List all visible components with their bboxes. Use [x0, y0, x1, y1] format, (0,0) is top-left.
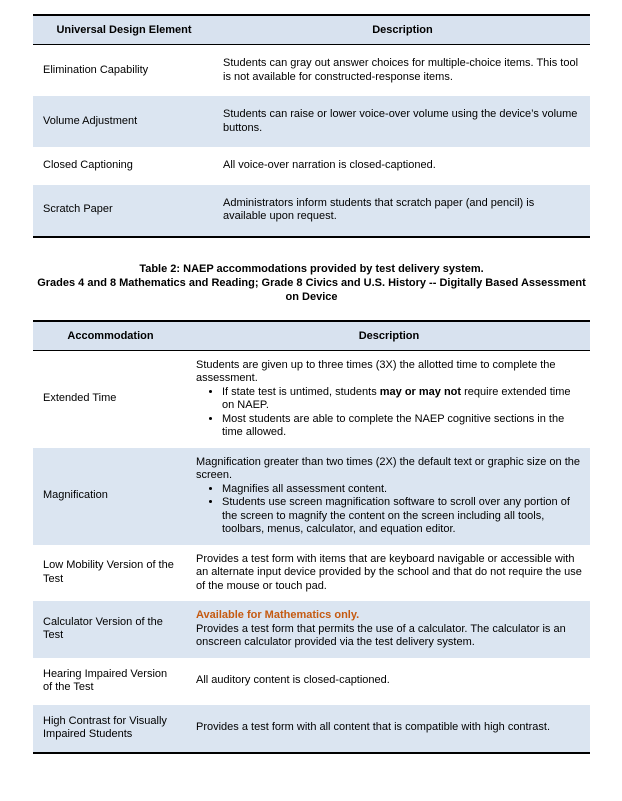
- highlight-text: Available for Mathematics only.: [196, 609, 360, 621]
- table-header-row: [33, 321, 590, 351]
- bullet-item: [222, 386, 582, 413]
- description-text: Students can gray out answer choices for multiple-choice items. This tool is not available for constructed-response items.: [223, 57, 579, 83]
- table-header-row: [33, 15, 590, 45]
- table-row: [33, 350, 590, 448]
- row-description: [188, 350, 590, 448]
- table2-header: [33, 321, 590, 351]
- table1-header-description: Description: [215, 15, 590, 45]
- row-label: Volume Adjustment: [43, 114, 138, 127]
- text-segment: Magnifies all assessment content.: [222, 482, 388, 495]
- bullet-list: [196, 483, 582, 537]
- row-description: [215, 45, 590, 97]
- row-description: [188, 545, 590, 602]
- row-label: High Contrast for Visually Impaired Students: [43, 714, 167, 740]
- description-text: Provides a test form with items that are keyboard navigable or accessible with an alternate input device provided by the school and that do not require the use of the mouse or touch pad.: [196, 552, 582, 592]
- table-row: [33, 601, 590, 658]
- row-description: [188, 658, 590, 705]
- table-row: [33, 658, 590, 705]
- row-label: Extended Time: [43, 392, 117, 405]
- row-description: [215, 147, 590, 185]
- text-segment: Most students are able to complete the NAEP cognitive sections in the time allowed.: [222, 412, 565, 438]
- bold-text: may or may not: [379, 385, 462, 398]
- text-segment: require extended time on NAEP.: [222, 385, 571, 411]
- row-description: [188, 448, 590, 545]
- table-row: [33, 705, 590, 753]
- row-label: Low Mobility Version of the Test: [43, 559, 174, 585]
- text-segment: Students use screen magnification software to scroll over any portion of the screen to magnify the content on the screen including all tools, toolbars, menus, calculator, and equation editor.: [222, 496, 570, 535]
- text-segment: If state test is untimed, students: [222, 385, 380, 398]
- description-text: Administrators inform students that scratch paper (and pencil) is available upon request.: [223, 196, 535, 222]
- universal-design-table: [33, 14, 590, 238]
- row-label: Scratch Paper: [43, 203, 113, 216]
- table-row: [33, 448, 590, 545]
- table1-header-element: Universal Design Element: [33, 15, 215, 45]
- description-text: All voice-over narration is closed-captioned.: [223, 159, 436, 171]
- table-row: [33, 545, 590, 602]
- table2-caption-line2: Grades 4 and 8 Mathematics and Reading; Grade 8 Civics and U.S. History -- Digitally Based Assessment on Device: [37, 276, 586, 303]
- row-label: Hearing Impaired Version of the Test: [43, 667, 168, 693]
- table2-header-accommodation: Accommodation: [33, 321, 188, 351]
- description-text: Provides a test form that permits the use of a calculator. The calculator is an onscreen calculator provided via the test delivery system.: [196, 622, 566, 648]
- row-label: Closed Captioning: [43, 159, 133, 171]
- row-description: [188, 601, 590, 658]
- table-row: [33, 96, 590, 147]
- bullet-item: [222, 496, 582, 537]
- table-row: [33, 147, 590, 185]
- row-label: Elimination Capability: [43, 63, 149, 76]
- description-text: Provides a test form with all content that is compatible with high contrast.: [196, 721, 550, 734]
- row-description: [215, 96, 590, 147]
- description-text: Students can raise or lower voice-over volume using the device’s volume buttons.: [223, 108, 578, 134]
- description-text: Students are given up to three times (3X) the allotted time to complete the assessment.: [196, 358, 556, 384]
- row-label: Magnification: [43, 489, 108, 502]
- table-body: [33, 350, 590, 753]
- description-text: Magnification greater than two times (2X) the default text or graphic size on the screen.: [196, 455, 580, 481]
- bullet-list: [196, 386, 582, 440]
- table-body: [33, 45, 590, 237]
- accommodations-table: [33, 320, 590, 754]
- bullet-item: [222, 413, 582, 440]
- table-row: [33, 185, 590, 237]
- row-label: Calculator Version of the Test: [43, 615, 163, 642]
- table2-caption: [33, 262, 590, 304]
- row-description: [215, 185, 590, 237]
- description-text: All auditory content is closed-captioned.: [196, 674, 390, 687]
- table-row: [33, 45, 590, 97]
- table2-header-description: Description: [188, 321, 590, 351]
- row-description: [188, 705, 590, 753]
- table2-caption-line1: Table 2: NAEP accommodations provided by test delivery system.: [139, 262, 484, 275]
- table1-header: [33, 15, 590, 45]
- bullet-item: [222, 483, 582, 497]
